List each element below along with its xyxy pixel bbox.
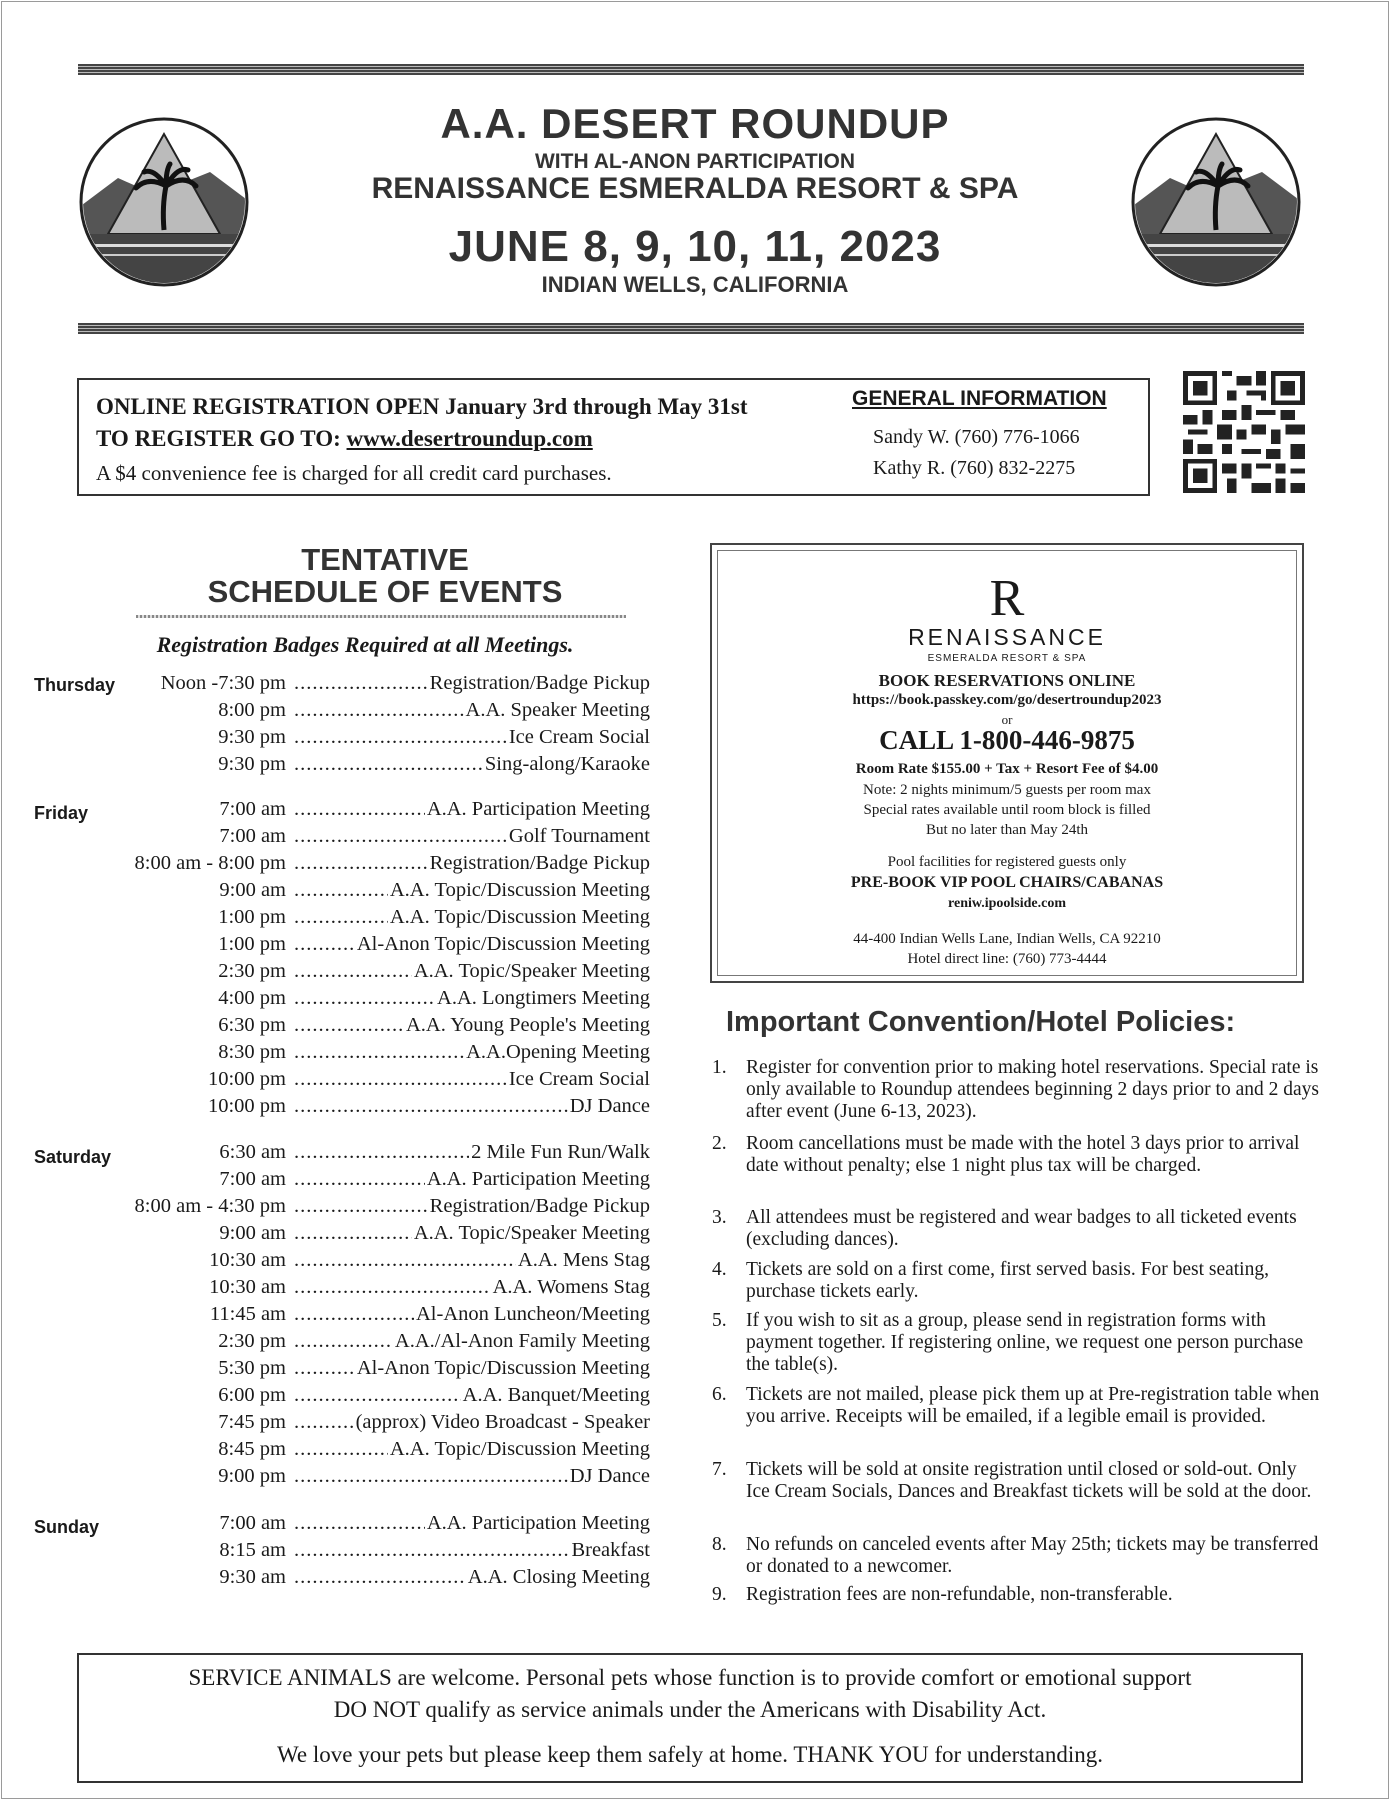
rate-note: Note: 2 nights minimum/5 guests per room max	[863, 782, 1151, 798]
event-time: 9:30 pm	[218, 753, 286, 775]
schedule-event	[100, 1249, 650, 1275]
event-name: A.A. Young People's Meeting	[405, 1014, 650, 1036]
event-time: 7:00 am	[219, 798, 286, 820]
event-name: Registration/Badge Pickup	[429, 852, 650, 874]
schedule-event	[100, 1438, 650, 1464]
qr-code[interactable]	[1183, 370, 1305, 494]
schedule-event	[100, 987, 650, 1013]
event-time: 2:30 pm	[218, 960, 286, 982]
schedule-event	[100, 1465, 650, 1491]
event-name: A.A. Topic/Discussion Meeting	[389, 879, 650, 901]
event-time: 7:45 pm	[218, 1411, 286, 1433]
day-sunday: Sunday	[34, 1517, 100, 1537]
event-name: A.A. Topic/Discussion Meeting	[389, 1438, 650, 1460]
event-name: A.A. Closing Meeting	[467, 1566, 650, 1588]
event-time: 7:00 am	[219, 1168, 286, 1190]
schedule-event	[100, 1276, 650, 1302]
registration-box	[77, 378, 1150, 496]
event-name: Registration/Badge Pickup	[429, 1195, 650, 1217]
policy-item: 9. Registration fees are non-refundable, non-transferable.	[712, 1584, 1322, 1606]
schedule-event	[100, 1384, 650, 1410]
schedule-event	[100, 699, 650, 725]
event-name: DJ Dance	[569, 1095, 650, 1117]
event-time: 7:00 am	[219, 1512, 286, 1534]
event-time: 10:30 am	[209, 1276, 286, 1298]
policy-text: Registration fees are non-refundable, non-transferable.	[746, 1584, 1173, 1605]
badges-note: Registration Badges Required at all Meetings.	[156, 632, 574, 657]
policy-item: 4. Tickets are sold on a first come, first served basis. For best seating, purchase tickets early.	[712, 1259, 1322, 1303]
policies-title: Important Convention/Hotel Policies:	[726, 1006, 1236, 1038]
service-animals-box	[77, 1653, 1303, 1783]
event-location: INDIAN WELLS, CALIFORNIA	[541, 272, 849, 297]
event-name: Al-Anon Topic/Discussion Meeting	[356, 933, 650, 955]
policy-text: All attendees must be registered and wear badges to all ticketed events (excluding dances).	[746, 1207, 1297, 1250]
contact-sandy: Sandy W. (760) 776-1066	[873, 426, 1080, 448]
event-name: Registration/Badge Pickup	[429, 672, 650, 694]
schedule-event	[100, 933, 650, 959]
schedule-event	[100, 1168, 650, 1194]
event-name: A.A. Womens Stag	[492, 1276, 650, 1298]
schedule-event	[100, 726, 650, 752]
schedule-event	[100, 1195, 650, 1221]
event-name: A.A.Opening Meeting	[466, 1041, 650, 1063]
vip-pool-link[interactable]: reniw.ipoolside.com	[948, 896, 1066, 911]
rate-note: But no later than May 24th	[925, 822, 1089, 838]
event-time: 9:30 am	[219, 1566, 286, 1588]
schedule-title-rule	[136, 615, 626, 618]
schedule-event	[100, 672, 650, 698]
event-time: Noon -7:30 pm	[160, 672, 286, 694]
policy-item: 1. Register for convention prior to making hotel reservations. Special rate is only available to Roundup attendees beginning 2 days prior to and 2 days after event (June 6-13, 2023).	[712, 1057, 1322, 1123]
schedule-event	[100, 852, 650, 878]
vip-pool-heading: PRE-BOOK VIP POOL CHAIRS/CABANAS	[850, 874, 1164, 891]
day-friday: Friday	[34, 803, 89, 823]
schedule-event	[100, 1222, 650, 1248]
event-time: 11:45 am	[209, 1303, 286, 1325]
event-name: A.A. Participation Meeting	[426, 1512, 650, 1534]
hotel-direct-line: Hotel direct line: (760) 773-4444	[907, 951, 1107, 967]
registration-link-line	[96, 426, 593, 452]
or-text: or	[1001, 712, 1013, 727]
event-name: Breakfast	[571, 1539, 650, 1561]
event-name: 2 Mile Fun Run/Walk	[471, 1141, 650, 1163]
service-animals-line1: SERVICE ANIMALS are welcome. Personal pets whose function is to provide comfort or emotional support	[188, 1665, 1192, 1690]
registration-link[interactable]: www.desertroundup.com	[346, 426, 593, 451]
rate-note: Special rates available until room block is filled	[863, 802, 1151, 818]
event-name: A.A. Topic/Speaker Meeting	[413, 1222, 650, 1244]
event-name: A.A. Longtimers Meeting	[437, 987, 650, 1009]
event-time: 6:30 pm	[218, 1014, 286, 1036]
renaissance-logo: R	[989, 570, 1025, 627]
schedule-event	[100, 1539, 650, 1565]
policy-item: 2. Room cancellations must be made with the hotel 3 days prior to arrival date without penalty; else 1 night plus tax will be charged.	[712, 1133, 1322, 1177]
convenience-fee-text: A $4 convenience fee is charged for all credit card purchases.	[96, 461, 612, 485]
event-time: 8:30 pm	[218, 1041, 286, 1063]
schedule-event	[100, 825, 650, 851]
booking-link[interactable]: https://book.passkey.com/go/desertroundup2023	[852, 692, 1162, 708]
schedule-event	[100, 1330, 650, 1356]
event-name: Golf Tournament	[508, 825, 650, 847]
hotel-brand-sub: ESMERALDA RESORT & SPA	[927, 653, 1087, 664]
event-time: 10:00 pm	[207, 1068, 286, 1090]
event-name: A.A. Banquet/Meeting	[462, 1384, 650, 1406]
schedule-event	[100, 1095, 650, 1121]
schedule-event	[100, 753, 650, 779]
schedule-event	[100, 1512, 650, 1538]
schedule-event	[100, 1411, 650, 1437]
event-time: 7:00 am	[219, 825, 286, 847]
event-name: A.A. Mens Stag	[517, 1249, 650, 1271]
event-time: 6:00 pm	[218, 1384, 286, 1406]
schedule-event	[100, 1141, 650, 1167]
room-rate: Room Rate $155.00 + Tax + Resort Fee of $4.00	[855, 761, 1159, 777]
event-time: 9:00 am	[219, 879, 286, 901]
schedule-event	[100, 960, 650, 986]
schedule-title: SCHEDULE OF EVENTS	[207, 574, 563, 609]
event-time: 8:00 am - 4:30 pm	[134, 1195, 286, 1217]
event-name: A.A. Topic/Speaker Meeting	[413, 960, 650, 982]
schedule-event	[100, 1303, 650, 1329]
desert-palm-logo-right	[1130, 116, 1302, 288]
schedule-event	[100, 1041, 650, 1067]
policy-item: 3. All attendees must be registered and wear badges to all ticketed events (excluding dances).	[712, 1207, 1322, 1251]
event-name: DJ Dance	[569, 1465, 650, 1487]
event-title: A.A. DESERT ROUNDUP	[440, 100, 950, 147]
event-name: A.A. Participation Meeting	[426, 1168, 650, 1190]
general-info-title: GENERAL INFORMATION	[852, 387, 1107, 410]
event-name: Ice Cream Social	[508, 1068, 650, 1090]
service-animals-line2: DO NOT qualify as service animals under the Americans with Disability Act.	[333, 1697, 1047, 1722]
policy-item: 5. If you wish to sit as a group, please send in registration forms with payment together. If registering online, we request one person purchase the table(s).	[712, 1310, 1322, 1376]
desert-palm-logo-left	[78, 116, 250, 288]
schedule-event	[100, 879, 650, 905]
event-name: A.A. Topic/Discussion Meeting	[389, 906, 650, 928]
event-time: 2:30 pm	[218, 1330, 286, 1352]
contact-kathy: Kathy R. (760) 832-2275	[873, 457, 1076, 479]
hotel-brand: RENAISSANCE	[908, 624, 1106, 650]
policy-text: Register for convention prior to making hotel reservations. Special rate is only available to Roundup attendees beginning 2 days prior to and 2 days after event (June 6-13, 2023).	[746, 1057, 1319, 1122]
event-time: 10:00 pm	[207, 1095, 286, 1117]
schedule-event	[100, 1068, 650, 1094]
event-venue: RENAISSANCE ESMERALDA RESORT & SPA	[371, 172, 1019, 205]
policy-text: Room cancellations must be made with the hotel 3 days prior to arrival date without penalty; else 1 night plus tax will be charged.	[746, 1133, 1300, 1176]
schedule-event	[100, 1357, 650, 1383]
hotel-info-box	[710, 543, 1304, 983]
pool-note: Pool facilities for registered guests only	[887, 854, 1127, 870]
event-time: 9:00 am	[219, 1222, 286, 1244]
event-name: A.A. Speaker Meeting	[465, 699, 650, 721]
event-time: 5:30 pm	[218, 1357, 286, 1379]
registration-open-text: ONLINE REGISTRATION OPEN January 3rd through May 31st	[96, 394, 748, 419]
schedule-title-tentative: TENTATIVE	[301, 542, 469, 577]
event-dates: JUNE 8, 9, 10, 11, 2023	[448, 222, 942, 271]
event-subtitle: WITH AL-ANON PARTICIPATION	[534, 150, 855, 173]
event-time: 1:00 pm	[218, 933, 286, 955]
event-time: 8:00 pm	[218, 699, 286, 721]
event-time: 4:00 pm	[218, 987, 286, 1009]
event-time: 10:30 am	[209, 1249, 286, 1271]
event-time: 8:45 pm	[218, 1438, 286, 1460]
policy-text: If you wish to sit as a group, please send in registration forms with payment together. If registering online, we request one person purchase the table(s).	[746, 1310, 1304, 1375]
event-time: 8:00 am - 8:00 pm	[134, 852, 286, 874]
event-name: Al-Anon Topic/Discussion Meeting	[356, 1357, 650, 1379]
policy-text: Tickets are sold on a first come, first served basis. For best seating, purchase tickets early.	[746, 1259, 1269, 1302]
event-name: A.A./Al-Anon Family Meeting	[394, 1330, 650, 1352]
event-name: (approx) Video Broadcast - Speaker	[355, 1411, 650, 1433]
event-name: Ice Cream Social	[508, 726, 650, 748]
day-saturday: Saturday	[34, 1147, 112, 1167]
schedule-event	[100, 1014, 650, 1040]
policy-item: 7. Tickets will be sold at onsite registration until closed or sold-out. Only Ice Cream Socials, Dances and Breakfast tickets will be sold at the door.	[712, 1459, 1322, 1503]
day-thursday: Thursday	[34, 675, 116, 695]
policy-text: Tickets are not mailed, please pick them up at Pre-registration table when you arrive. Receipts will be emailed, if a legible email is provided.	[746, 1384, 1320, 1427]
book-online-heading: BOOK RESERVATIONS ONLINE	[878, 671, 1136, 690]
event-time: 9:30 pm	[218, 726, 286, 748]
policy-item: 8. No refunds on canceled events after May 25th; tickets may be transferred or donated to a newcomer.	[712, 1534, 1322, 1578]
event-time: 6:30 am	[219, 1141, 286, 1163]
header-top-rule	[78, 64, 1304, 75]
hotel-address: 44-400 Indian Wells Lane, Indian Wells, CA 92210	[853, 931, 1161, 947]
schedule-event	[100, 798, 650, 824]
event-name: Sing-along/Karaoke	[484, 753, 650, 775]
policy-text: Tickets will be sold at onsite registration until closed or sold-out. Only Ice Cream Socials, Dances and Breakfast tickets will be sold at the door.	[746, 1459, 1312, 1502]
policy-text: No refunds on canceled events after May 25th; tickets may be transferred or donated to a newcomer.	[746, 1534, 1319, 1577]
schedule-event	[100, 1566, 650, 1592]
header-bottom-rule	[78, 323, 1304, 334]
service-animals-line3: We love your pets but please keep them safely at home. THANK YOU for understanding.	[277, 1742, 1103, 1767]
registration-link-prefix: TO REGISTER GO TO:	[96, 426, 347, 451]
event-time: 1:00 pm	[218, 906, 286, 928]
policy-item: 6. Tickets are not mailed, please pick them up at Pre-registration table when you arrive. Receipts will be emailed, if a legible email is provided.	[712, 1384, 1322, 1428]
event-name: Al-Anon Luncheon/Meeting	[416, 1303, 650, 1325]
event-time: 9:00 pm	[218, 1465, 286, 1487]
event-name: A.A. Participation Meeting	[426, 798, 650, 820]
schedule-event	[100, 906, 650, 932]
hotel-phone: CALL 1-800-446-9875	[879, 725, 1135, 755]
event-time: 8:15 am	[219, 1539, 286, 1561]
